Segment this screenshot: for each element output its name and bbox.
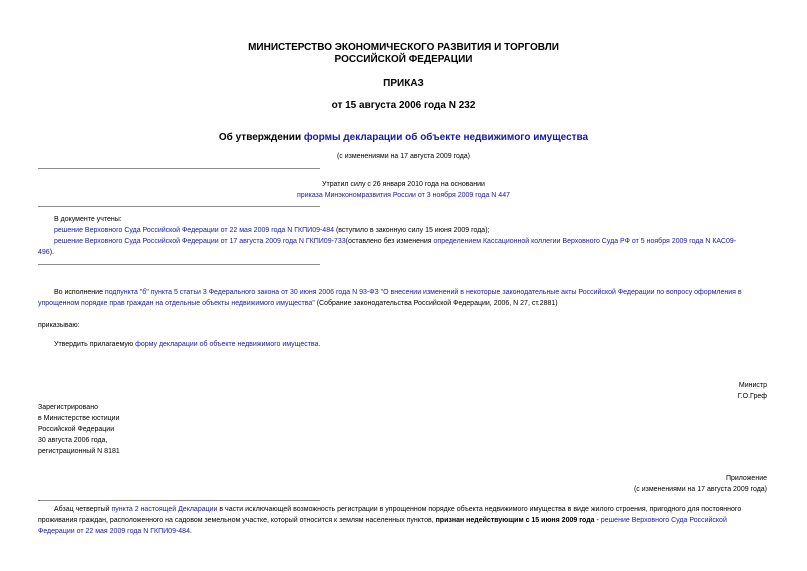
federal-law-link-cont[interactable]: упрощенном порядке прав граждан на отдельные объекты недвижимого имущества" bbox=[38, 300, 315, 307]
divider bbox=[38, 264, 320, 265]
registration-line3: Российской Федерации bbox=[38, 426, 115, 433]
document-date: от 15 августа 2006 года N 232 bbox=[331, 100, 476, 111]
considered-item-2-end: ). bbox=[49, 249, 54, 256]
registration-line5: регистрационный N 8181 bbox=[38, 448, 120, 455]
preamble-line1 bbox=[54, 288, 742, 298]
footnote-decision-link-cont[interactable]: Федерации от 22 мая 2009 года N ГКПИ09-484 bbox=[38, 528, 190, 535]
expiry-text: Утратил силу с 26 января 2010 года на основании bbox=[322, 181, 485, 188]
considered-item-1 bbox=[54, 226, 489, 236]
footnote-line2-text: проживания граждан, расположенного на садовом земельном участке, который относится к землям населенных пунктов, bbox=[38, 517, 436, 524]
document-title bbox=[0, 132, 807, 144]
divider bbox=[38, 168, 320, 169]
approve-paragraph bbox=[54, 340, 320, 350]
footnote-line2 bbox=[38, 516, 727, 526]
expiry-line bbox=[0, 191, 807, 201]
title-prefix: Об утверждении bbox=[218, 132, 304, 143]
registration-line4: 30 августа 2006 года, bbox=[38, 437, 108, 444]
signature-name: Г.О.Греф bbox=[737, 393, 767, 400]
preamble-line2 bbox=[38, 299, 558, 309]
order-word: приказываю: bbox=[38, 322, 80, 329]
footnote-line1 bbox=[54, 505, 741, 515]
declaration-form-link[interactable]: форму декларации об объекте недвижимого имущества bbox=[135, 341, 319, 348]
footnote-end: . bbox=[189, 528, 192, 535]
footnote-line3 bbox=[38, 527, 192, 537]
supreme-court-decision-484-link[interactable]: решение Верховного Суда Российской Федерации от 22 мая 2009 года N ГКПИ09-484 bbox=[54, 227, 334, 234]
footnote-dash: - bbox=[594, 517, 601, 524]
considered-item-2-cont bbox=[38, 248, 54, 258]
registration-line2: в Министерстве юстиции bbox=[38, 415, 120, 422]
expiry-order-link[interactable]: приказа Минэкономразвития России от 3 ноября 2009 года N 447 bbox=[297, 192, 510, 199]
registration-line1: Зарегистрировано bbox=[38, 404, 98, 411]
considered-item-2 bbox=[54, 237, 736, 247]
divider bbox=[38, 500, 320, 501]
document-type: ПРИКАЗ bbox=[383, 78, 424, 89]
supreme-court-decision-733-link[interactable]: решение Верховного Суда Российской Федерации от 17 августа 2009 года N ГКПИ09-733 bbox=[54, 238, 346, 245]
approve-end: . bbox=[318, 341, 321, 348]
cassation-ruling-link[interactable]: определением Кассационной коллегии Верховного Суда РФ от 5 ноября 2009 года N КАС09- bbox=[433, 238, 737, 245]
footnote-start: Абзац четвертый bbox=[54, 506, 112, 513]
considered-item-2-text: (оставлено без изменения bbox=[345, 238, 434, 245]
divider bbox=[38, 206, 320, 207]
footnote-decision-link[interactable]: решение Верховного Суда Российской bbox=[600, 517, 727, 524]
approve-start: Утвердить прилагаемую bbox=[54, 341, 136, 348]
title-form-link[interactable]: формы декларации об объекте недвижимого имущества bbox=[303, 132, 589, 143]
signature-position: Министр bbox=[738, 382, 767, 389]
footnote-bold: признан недействующим с 15 июня 2009 года bbox=[435, 517, 595, 524]
preamble-end: (Собрание законодательства Российской Федерации, 2006, N 27, ст.2881) bbox=[314, 300, 558, 307]
appendix-note: (с изменениями на 17 августа 2009 года) bbox=[633, 486, 767, 493]
considered-heading: В документе учтены: bbox=[54, 216, 122, 223]
ministry-name-line1: МИНИСТЕРСТВО ЭКОНОМИЧЕСКОГО РАЗВИТИЯ И ТОРГОВЛИ bbox=[248, 42, 559, 53]
changes-note: (с изменениями на 17 августа 2009 года) bbox=[336, 153, 471, 160]
ministry-name-line2: РОССИЙСКОЙ ФЕДЕРАЦИИ bbox=[334, 54, 473, 65]
cassation-ruling-link-cont[interactable]: 496 bbox=[38, 249, 50, 256]
considered-item-1-text: (вступило в законную силу 15 июня 2009 года); bbox=[334, 227, 490, 234]
federal-law-link[interactable]: подпункта "б" пункта 5 статьи 3 Федерального закона от 30 июня 2006 года N 93-ФЗ "О внесении изменений в некоторые законодательные акты Российской Федерации по вопросу оформления в bbox=[104, 289, 742, 296]
appendix-title: Приложение bbox=[725, 475, 767, 482]
preamble-start: Во исполнение bbox=[54, 289, 105, 296]
footnote-mid: в части исключающей возможность регистрации в упрощенном порядке объекта недвижимого имущества в виде жилого строения, пригодного для постоянного bbox=[217, 506, 742, 513]
declaration-clause-link[interactable]: пункта 2 настоящей Декларации bbox=[111, 506, 218, 513]
